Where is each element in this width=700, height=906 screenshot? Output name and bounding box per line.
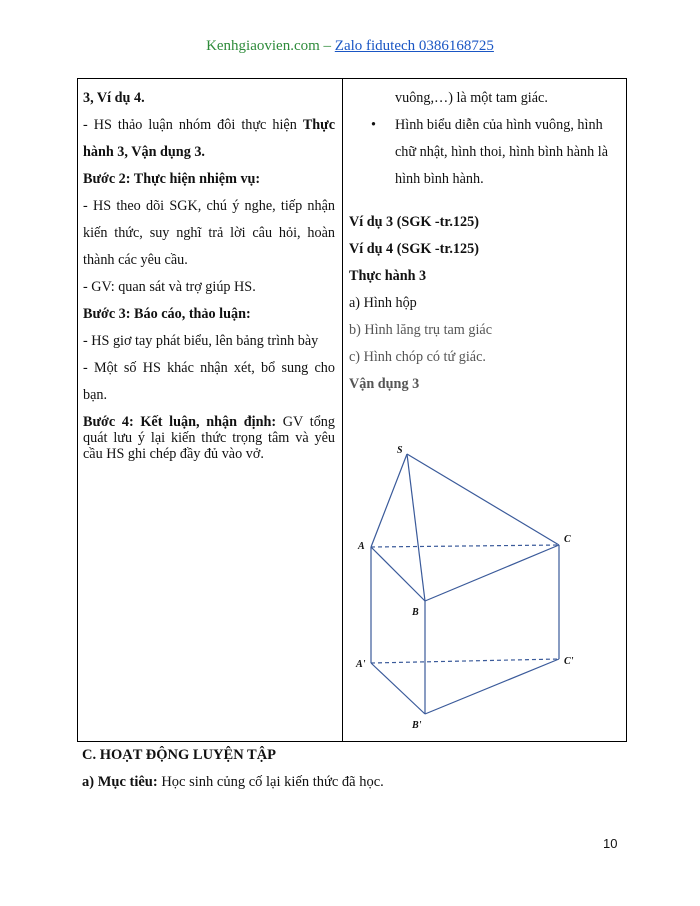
bullet-text: Hình biểu diễn của hình vuông, hình chữ nhật, hình thoi, hình bình hành là hình bình hành.: [395, 117, 608, 187]
continued-line: vuông,…) là một tam giác.: [395, 90, 548, 106]
practice-title: Thực hành 3: [349, 268, 427, 284]
edge-A1B1: [371, 663, 425, 714]
answer-c: c) Hình chóp có tứ giác.: [349, 349, 486, 365]
column-divider: [342, 79, 343, 741]
prism-pyramid-figure: [348, 437, 618, 737]
label-A: A: [358, 541, 365, 552]
label-B: B: [412, 607, 419, 618]
page-header: [0, 38, 700, 55]
step3-line2: - Một số HS khác nhận xét, bổ sung cho bạn.: [83, 360, 335, 403]
task-bold: Thực hành 3, Vận dụng 3.: [83, 117, 335, 160]
step4-paragraph: [83, 414, 335, 462]
goal-text: Học sinh củng cố lại kiến thức đã học.: [157, 774, 384, 790]
edge-AC-hidden: [371, 545, 559, 547]
task-prefix: - HS thảo luận nhóm đôi thực hiện: [83, 117, 303, 133]
edge-A1C1-hidden: [371, 659, 559, 663]
label-B-prime: B': [412, 720, 422, 731]
step2-line2: - GV: quan sát và trợ giúp HS.: [83, 279, 256, 295]
label-A-prime: A': [356, 659, 366, 670]
goal-label: a) Mục tiêu:: [82, 774, 158, 790]
answer-b: b) Hình lăng trụ tam giác: [349, 322, 493, 338]
bullet-dot-icon: •: [371, 117, 376, 133]
site-name: Kenhgiaovien.com: [206, 38, 320, 54]
contact-link[interactable]: Zalo fidutech 0386168725: [334, 38, 494, 54]
left-task-line: [83, 112, 335, 166]
bullet-item: [349, 112, 621, 193]
section-title: C. HOẠT ĐỘNG LUYỆN TẬP: [82, 747, 277, 763]
edge-BC: [425, 545, 559, 601]
label-C-prime: C': [564, 656, 574, 667]
example4: Ví dụ 4 (SGK -tr.125): [349, 241, 479, 257]
header-separator: –: [319, 38, 335, 54]
spacer: [349, 193, 621, 209]
step2-title: Bước 2: Thực hiện nhiệm vụ:: [83, 171, 261, 187]
label-S: S: [397, 445, 403, 456]
step4-title: Bước 4: Kết luận, nhận định:: [83, 414, 277, 430]
answer-a: a) Hình hộp: [349, 295, 417, 311]
step3-title: Bước 3: Báo cáo, thảo luận:: [83, 306, 251, 322]
step2-line1: - HS theo dõi SGK, chú ý nghe, tiếp nhận kiến thức, suy nghĩ trả lời câu hỏi, hoàn thành các yêu cầu.: [83, 198, 335, 268]
edge-SA: [371, 454, 407, 547]
edge-AB: [371, 547, 425, 601]
edge-B1C1: [425, 659, 559, 714]
page-number: 10: [603, 836, 618, 851]
example3: Ví dụ 3 (SGK -tr.125): [349, 214, 479, 230]
edge-SC: [407, 454, 559, 545]
label-C: C: [564, 534, 571, 545]
step3-line1: - HS giơ tay phát biểu, lên bảng trình bày: [83, 333, 319, 349]
step4-text: GV tổng quát lưu ý lại kiến thức trọng tâm và yêu cầu HS ghi chép đầy đủ vào vở.: [83, 414, 335, 462]
lesson-table: [77, 78, 627, 742]
right-column: [349, 85, 621, 398]
apply-title: Vận dụng 3: [349, 376, 420, 392]
edge-SB: [407, 454, 425, 601]
left-column: [83, 85, 335, 462]
left-line-example: 3, Ví dụ 4.: [83, 90, 145, 106]
goal-line: [82, 774, 384, 791]
